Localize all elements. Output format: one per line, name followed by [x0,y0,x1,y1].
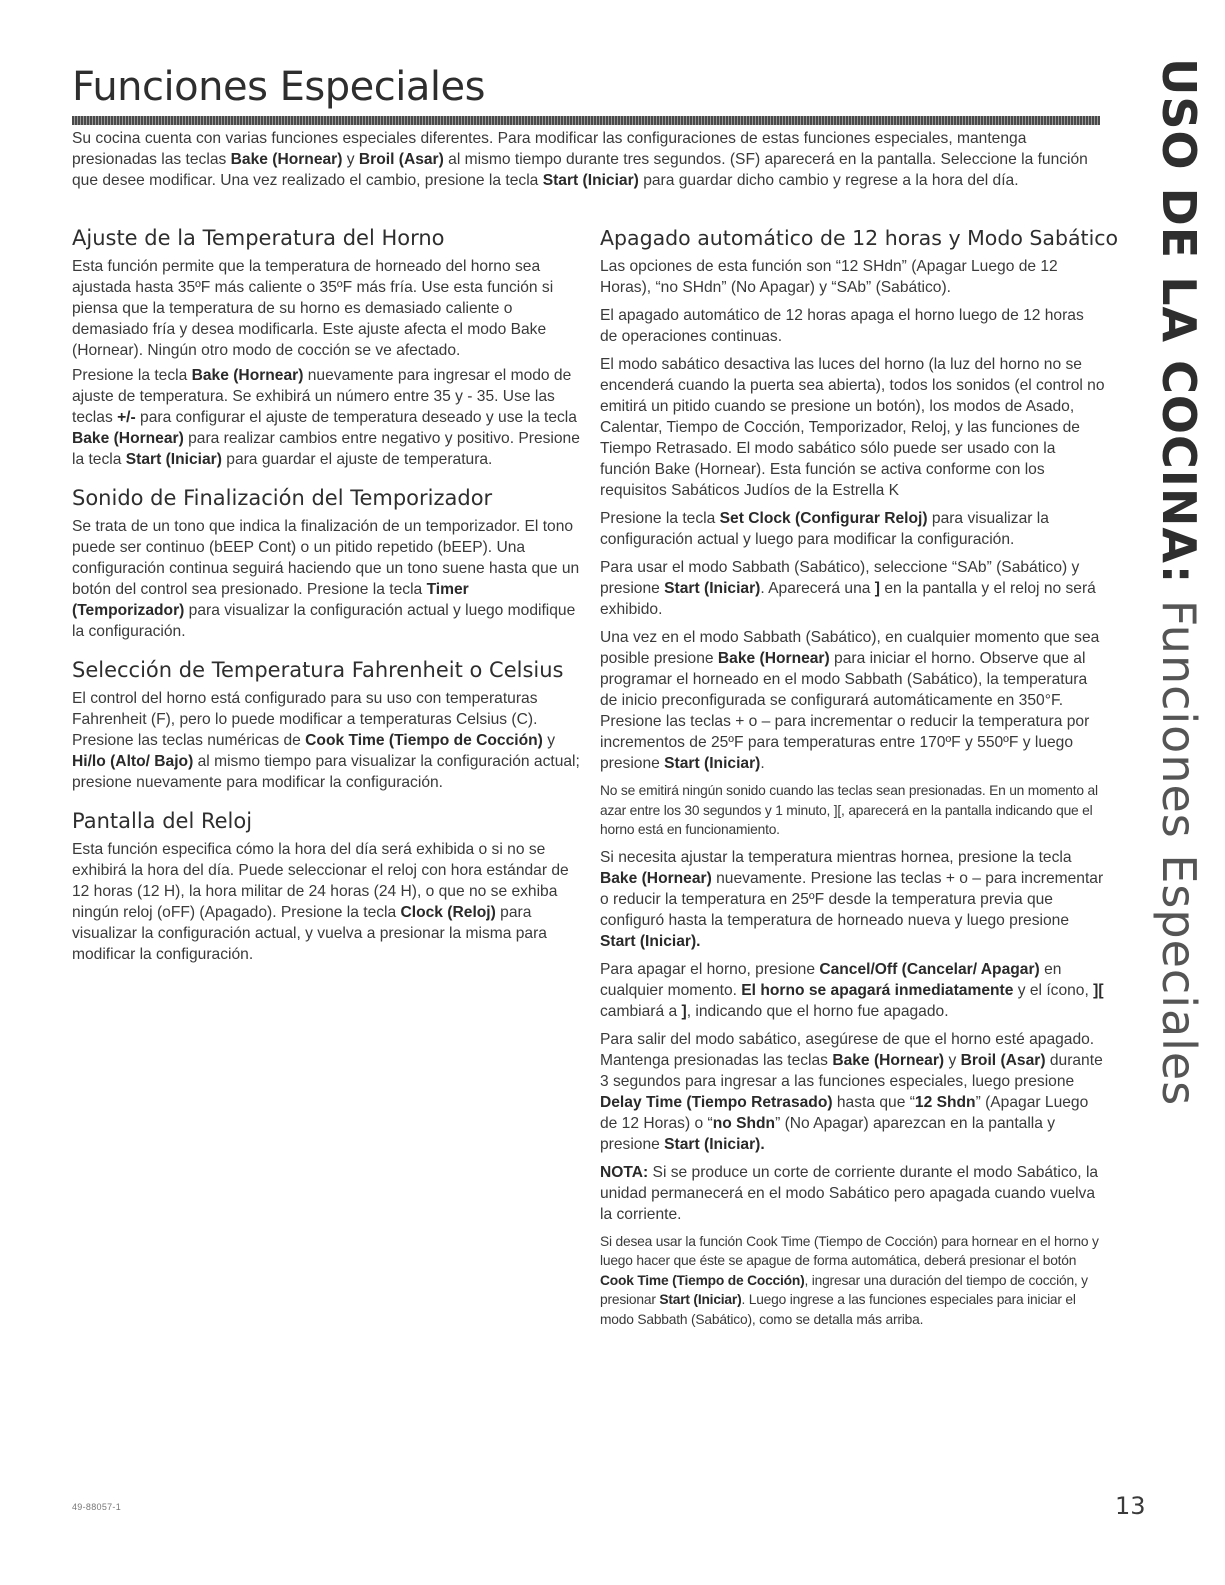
body-paragraph: Las opciones de esta función son “12 SHdn” (Apagar Luego de 12 Horas), “no SHdn” (No Apagar) y “SAb” (Sabático). [600,258,1058,296]
bold-text: Bake (Hornear) [230,151,343,168]
bold-text: El horno se apagará inmediatamente [741,981,1014,999]
page-title: Funciones Especiales [72,64,485,110]
section-body [600,256,1105,1329]
left-column [72,224,582,979]
bold-text: Start (Iniciar) [125,451,222,468]
bold-text: Bake (Hornear) [191,367,304,384]
bold-text: Broil (Asar) [358,151,444,168]
body-paragraph: Para apagar el horno, presione Cancel/Off (Cancelar/ Apagar) en cualquier momento. El horno se apagará inmediatamente y el ícono, ][ cambiará a ], indicando que el horno fue apagado. [600,960,1104,1020]
bold-text: 12 Shdn [914,1093,976,1111]
bold-text: no Shdn [712,1114,776,1132]
section-heading: Sonido de Finalización del Temporizador [72,486,493,510]
body-paragraph: Se trata de un tono que indica la finalización de un temporizador. El tono puede ser continuo (bEEP Cont) o un pitido repetido (bEEP). Una configuración continua seguirá haciendo que un tono suene hasta que un botón del control sea presionado. Presione la tecla Timer (Temporizador) para visualizar la configuración actual y luego modifique la configuración. [72,518,580,640]
bold-text: Delay Time (Tiempo Retrasado) [600,1093,833,1111]
body-paragraph: El control del horno está configurado para su uso con temperaturas Fahrenheit (F), pero lo puede modificar a temperaturas Celsius (C). Presione las teclas numéricas de Cook Time (Tiempo de Cocción) y Hi/lo (Alto/ Bajo) al mismo tiempo para visualizar la configuración actual; presione nuevamente para modificar la configuración. [72,690,580,791]
bold-text: ] [874,580,880,597]
bold-text: Clock (Reloj) [400,904,496,921]
fine-print-paragraph: No se emitirá ningún sonido cuando las teclas sean presionadas. En un momento al azar entre los 30 segundos y 1 minuto, ][, aparecerá en la pantalla indicando que el horno está en funcionamiento. [600,783,1098,837]
section-heading: Apagado automático de 12 horas y Modo Sabático [600,226,1119,250]
bold-text: Cancel/Off (Cancelar/ Apagar) [819,960,1040,978]
bold-text: Bake (Hornear) [600,869,712,887]
document-number: 49-88057-1 [72,1502,122,1512]
bold-text: Set Clock (Configurar Reloj) [719,510,928,527]
bold-text: Bake (Hornear) [832,1051,945,1069]
side-tab-bold: USO DE LA COCINA: [1152,58,1206,585]
body-paragraph: Para usar el modo Sabbath (Sabático), seleccione “SAb” (Sabático) y presione Start (Iniciar). Aparecerá una ] en la pantalla y el reloj no será exhibido. [600,559,1096,618]
body-paragraph: NOTA: Si se produce un corte de corriente durante el modo Sabático, la unidad permanecerá en el modo Sabático pero apagada cuando vuelva la corriente. [600,1163,1099,1223]
bold-text: Cook Time (Tiempo de Cocción) [600,1272,805,1288]
side-tab-light: Funciones Especiales [1152,584,1206,1107]
bold-text: Bake (Hornear) [717,650,830,667]
fine-print-paragraph: Si desea usar la función Cook Time (Tiempo de Cocción) para hornear en el horno y luego hacer que éste se apague de forma automática, deberá presionar el botón Cook Time (Tiempo de Cocción), ingresar una duración del tiempo de cocción, y presionar Start (Iniciar). Luego ingrese a las funciones especiales para iniciar el modo Sabbath (Sabático), como se detalla más arriba. [600,1233,1099,1327]
bold-text: Cook Time (Tiempo de Cocción) [305,732,543,749]
body-paragraph: Una vez en el modo Sabbath (Sabático), en cualquier momento que sea posible presione Bake (Hornear) para iniciar el horno. Observe que al programar el horneado en el modo Sabbath (Sabático), la temperatura de inicio preconfigurada se configurará automáticamente en 350°F. Presione las teclas + o – para incrementar o reducir la temperatura por incrementos de 25ºF para temperaturas entre 170ºF y 550ºF y luego presione Start (Iniciar). [600,629,1100,772]
body-paragraph: Presione la tecla Bake (Hornear) nuevamente para ingresar el modo de ajuste de temperatura. Se exhibirá un número entre 35 y - 35. Use las teclas +/- para configurar el ajuste de temperatura deseado y use la tecla Bake (Hornear) para realizar cambios entre negativo y positivo. Presione la tecla Start (Iniciar) para guardar el ajuste de temperatura. [72,367,580,468]
bold-text: Start (Iniciar). [600,932,701,950]
bold-text: Broil (Asar) [960,1051,1046,1069]
side-tab-text [1152,58,1206,1106]
bold-text: Bake (Hornear) [72,430,184,447]
bold-text: Start (Iniciar). [664,1135,765,1153]
body-paragraph: Si necesita ajustar la temperatura mientras hornea, presione la tecla Bake (Hornear) nuevamente. Presione las teclas + o – para incrementar o reducir la temperatura en 25ºF desde la temperatura previa que configuró hasta la temperatura de horneado nueva y luego presione Start (Iniciar). [600,848,1104,950]
body-paragraph: Esta función permite que la temperatura de horneado del horno sea ajustada hasta 35ºF más caliente o 35ºF más fría. Use esta función si piensa que la temperatura de su horno es demasiado caliente o demasiado fría y desea modificarla. Este ajuste afecta el modo Bake (Hornear). Ningún otro modo de cocción se ve afectado. [72,258,554,359]
section [72,656,582,793]
section-heading: Selección de Temperatura Fahrenheit o Celsius [72,658,564,682]
page-number: 13 [1115,1492,1146,1520]
bold-text: ][ [1093,981,1104,999]
body-paragraph: Para salir del modo sabático, asegúrese de que el horno esté apagado. Mantenga presionadas las teclas Bake (Hornear) y Broil (Asar) durante 3 segundos para ingresar a las funciones especiales, luego presione Delay Time (Tiempo Retrasado) hasta que “12 Shdn” (Apagar Luego de 12 Horas) o “no Shdn” (No Apagar) aparezcan en la pantalla y presione Start (Iniciar). [600,1030,1103,1153]
section [72,807,582,965]
bold-text: NOTA: [600,1163,649,1181]
body-paragraph: El modo sabático desactiva las luces del horno (la luz del horno no se encenderá cuando la puerta sea abierta), todos los sonidos (el control no emitirá un pitido cuando se presione un botón), los modos de Asado, Calentar, Tiempo de Cocción, Temporizador, Reloj, y las funciones de Tiempo Retrasado. El modo sabático sólo puede ser usado con la función Bake (Hornear). Esta función se activa conforme con los requisitos Sabáticos Judíos de la Estrella K [600,356,1105,499]
body-paragraph: Presione la tecla Set Clock (Configurar Reloj) para visualizar la configuración actual y luego para modificar la configuración. [600,510,1049,548]
section-heading: Ajuste de la Temperatura del Horno [72,226,445,250]
title-rule [72,116,1100,125]
right-column [600,224,1119,1336]
intro-paragraph: Su cocina cuenta con varias funciones especiales diferentes. Para modificar las configuraciones de estas funciones especiales, mantenga presionadas las teclas Bake (Hornear) y Broil (Asar) al mismo tiempo durante tres segundos. (SF) aparecerá en la pantalla. Seleccione la función que desee modificar. Una vez realizado el cambio, presione la tecla Start (Iniciar) para guardar dicho cambio y regrese a la hora del día. [72,130,1088,189]
bold-text: Start (Iniciar) [659,1292,742,1307]
side-tab [1130,58,1210,1107]
bold-text: ] [681,1002,687,1020]
section [72,484,582,642]
bold-text: Start (Iniciar) [664,580,761,597]
body-paragraph: El apagado automático de 12 horas apaga el horno luego de 12 horas de operaciones continuas. [600,307,1084,345]
section [72,224,582,470]
bold-text: Start (Iniciar) [664,755,761,772]
section-heading: Pantalla del Reloj [72,809,253,833]
bold-text: Hi/lo (Alto/ Bajo) [72,753,194,770]
bold-text: Start (Iniciar) [542,172,639,189]
bold-text: +/- [117,409,136,426]
bold-text: Timer (Temporizador) [72,581,469,619]
body-paragraph: Esta función especifica cómo la hora del día será exhibida o si no se exhibirá la hora del día. Puede seleccionar el reloj con hora estándar de 12 horas (12 H), la hora militar de 24 horas (24 H), o que no se exhiba ningún reloj (oFF) (Apagado). Presione la tecla Clock (Reloj) para visualizar la configuración actual, y vuelva a presionar la misma para modificar la configuración. [72,841,569,963]
